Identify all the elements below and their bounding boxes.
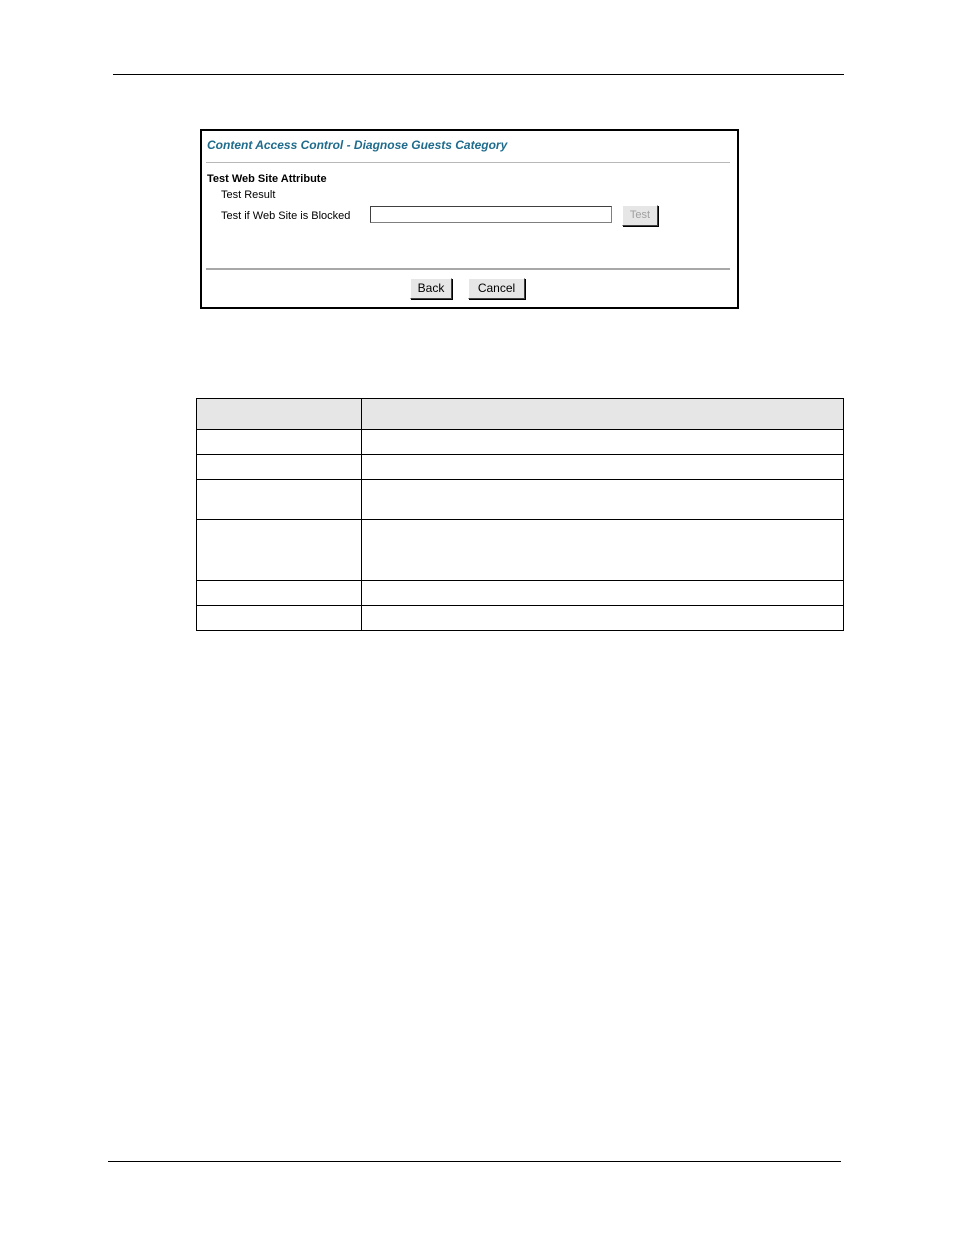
table-cell — [197, 455, 362, 480]
table-row — [197, 581, 844, 606]
table-cell — [362, 480, 844, 520]
cancel-button[interactable]: Cancel — [468, 278, 525, 299]
title-divider — [206, 162, 730, 163]
table-row — [197, 430, 844, 455]
diagnose-guests-category-panel — [200, 129, 739, 309]
website-url-input[interactable] — [370, 206, 612, 223]
table-header-row — [197, 399, 844, 430]
table-cell — [197, 480, 362, 520]
test-blocked-label: Test if Web Site is Blocked — [221, 210, 351, 222]
table-cell — [197, 581, 362, 606]
table-header-cell — [362, 399, 844, 430]
table-cell — [362, 606, 844, 631]
table-cell — [362, 430, 844, 455]
footer-divider — [206, 268, 730, 270]
description-table — [196, 398, 844, 631]
footer-rule — [108, 1161, 841, 1162]
table-cell — [197, 606, 362, 631]
back-button[interactable]: Back — [410, 278, 452, 299]
table-cell — [362, 581, 844, 606]
table-row — [197, 455, 844, 480]
section-heading: Test Web Site Attribute — [207, 173, 327, 185]
test-result-label: Test Result — [221, 189, 276, 201]
table-cell — [197, 430, 362, 455]
table-row — [197, 480, 844, 520]
test-button[interactable]: Test — [622, 205, 658, 226]
header-rule — [113, 74, 844, 75]
table-row — [197, 520, 844, 581]
table-cell — [362, 520, 844, 581]
table-cell — [362, 455, 844, 480]
table-cell — [197, 520, 362, 581]
table-header-cell — [197, 399, 362, 430]
table-row — [197, 606, 844, 631]
panel-title: Content Access Control - Diagnose Guests Category — [207, 138, 508, 152]
